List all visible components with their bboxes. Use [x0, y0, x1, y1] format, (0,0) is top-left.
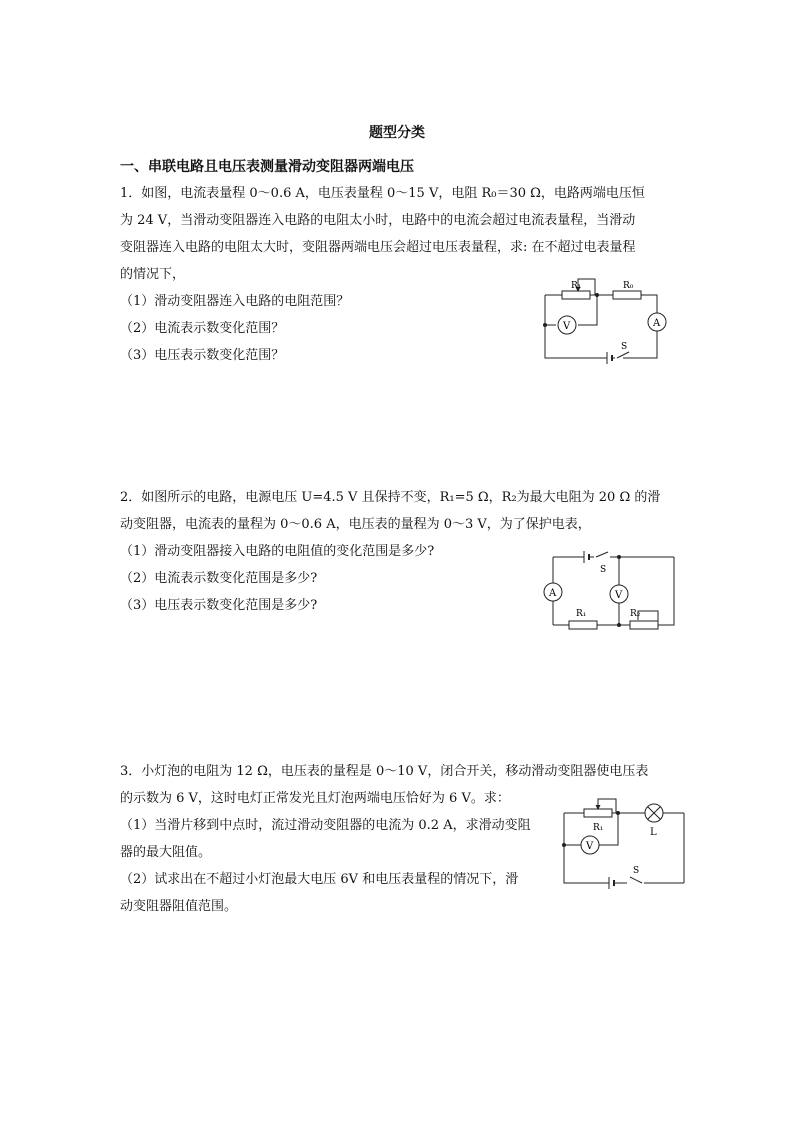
- q2-circuit-r2-label: R₂: [630, 609, 641, 619]
- q1-circuit-a-label: A: [653, 318, 661, 329]
- q3-sub-4: 动变阻器阻值范围。: [120, 899, 238, 914]
- section-heading: 一、串联电路且电压表测量滑动变阻器两端电压: [120, 159, 414, 175]
- q3-sub-3: （2）试求出在不超过小灯泡最大电压 6V 和电压表量程的情况下，滑: [120, 872, 519, 887]
- q1-line-1: 1．如图，电流表量程 0～0.6 A，电压表量程 0～15 V，电阻 R₀＝30 Ω，电路两端电压恒: [120, 186, 645, 201]
- q3-circuit-v-label: V: [586, 841, 594, 852]
- q2-circuit-r1-label: R₁: [576, 609, 587, 619]
- q1-circuit-v-label: V: [563, 321, 571, 332]
- circuit-diagram-1: [535, 270, 670, 370]
- q2-circuit-s-label: S: [600, 565, 607, 575]
- q1-sub-3: （3）电压表示数变化范围？: [120, 348, 285, 363]
- q1-sub-2: （2）电流表示数变化范围？: [120, 321, 285, 336]
- page-title: 题型分类: [369, 125, 425, 141]
- q1-sub-1: （1）滑动变阻器连入电路的电阻范围？: [120, 294, 350, 309]
- q3-line-2: 的示数为 6 V，这时电灯正常发光且灯泡两端电压恰好为 6 V。求：: [120, 791, 510, 806]
- q1-circuit-r1-label: R₁: [571, 281, 582, 291]
- q2-line-1: 2．如图所示的电路，电源电压 U=4.5 V 且保持不变，R₁=5 Ω，R₂为最大电阻为 20 Ω 的滑: [120, 490, 661, 505]
- circuit-diagram-2: [538, 545, 683, 635]
- circuit-diagram-3: [556, 795, 691, 895]
- q2-sub-1: （1）滑动变阻器接入电路的电阻值的变化范围是多少?: [120, 544, 435, 559]
- q1-line-3: 变阻器连入电路的电阻太大时，变阻器两端电压会超过电压表量程，求: 在不超过电表量程: [120, 240, 636, 255]
- q2-circuit-v-label: V: [615, 590, 623, 601]
- q2-circuit-a-label: A: [549, 588, 557, 599]
- q1-circuit-s-label: S: [621, 342, 628, 352]
- q2-sub-3: （3）电压表示数变化范围是多少?: [120, 598, 318, 613]
- q3-sub-2: 器的最大阻值。: [120, 845, 212, 860]
- q3-line-1: 3．小灯泡的电阻为 12 Ω，电压表的量程是 0～10 V，闭合开关，移动滑动变阻器使电压表: [120, 764, 649, 779]
- q3-circuit-r1-label: R₁: [593, 823, 604, 833]
- q3-circuit-l-label: L: [650, 827, 657, 838]
- q3-circuit-s-label: S: [633, 866, 640, 876]
- q2-sub-2: （2）电流表示数变化范围是多少?: [120, 571, 318, 586]
- q1-circuit-r0-label: R₀: [623, 281, 634, 291]
- q1-line-4: 的情况下，: [120, 267, 186, 282]
- q3-sub-1: （1）当滑片移到中点时，流过滑动变阻器的电流为 0.2 A，求滑动变阻: [120, 818, 531, 833]
- q1-line-2: 为 24 V，当滑动变阻器连入电路的电阻太小时，电路中的电流会超过电流表量程，当滑动: [120, 213, 636, 228]
- q2-line-2: 动变阻器，电流表的量程为 0～0.6 A，电压表的量程为 0～3 V，为了保护电表，: [120, 517, 591, 532]
